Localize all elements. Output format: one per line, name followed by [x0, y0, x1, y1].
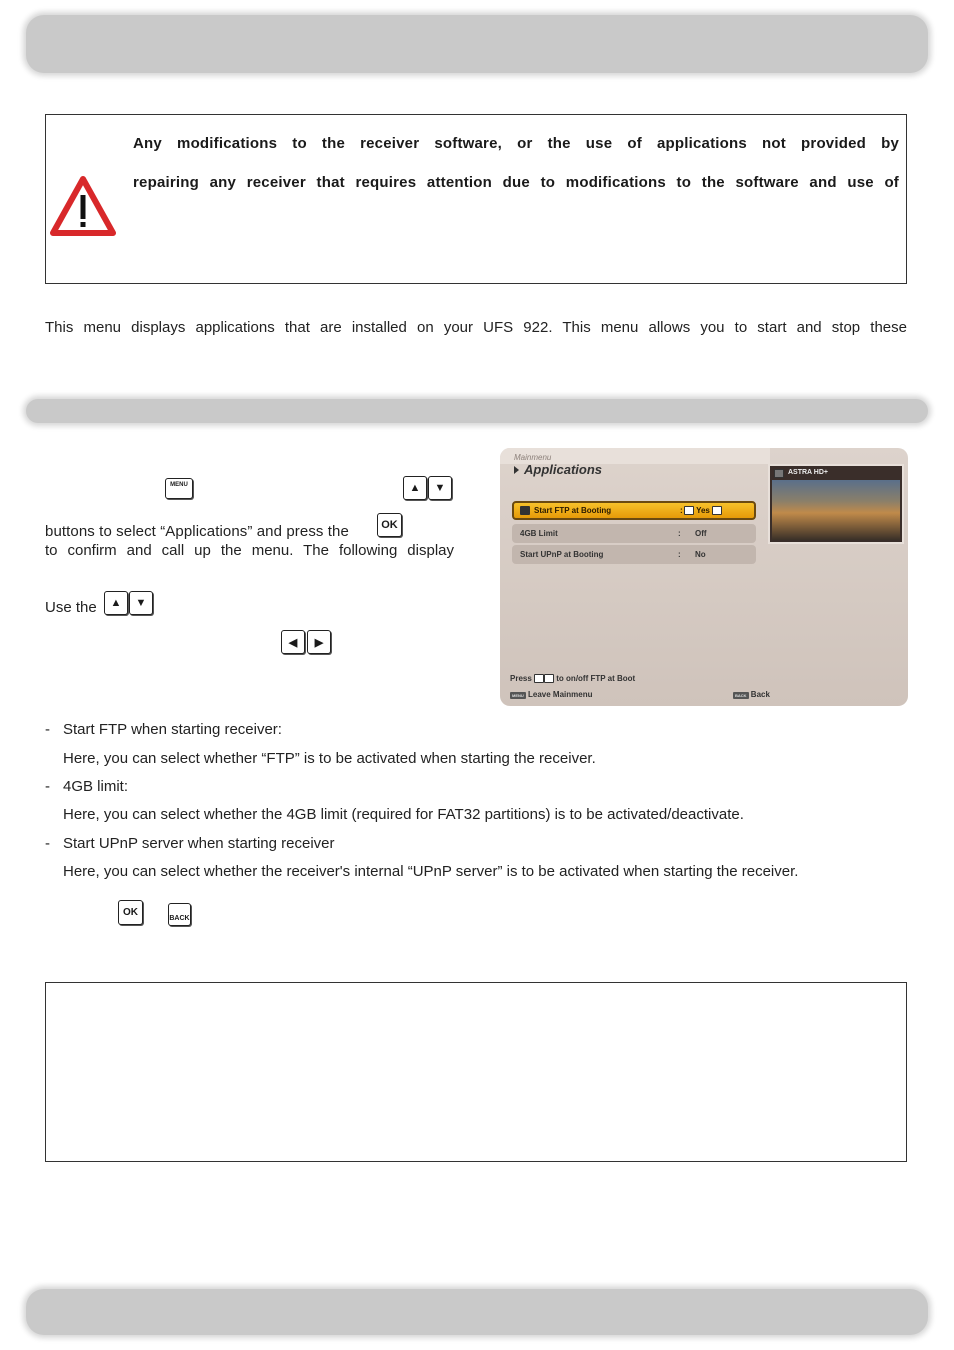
up-key-icon-2: ▲ — [104, 591, 128, 615]
back-key-mini: BACK — [735, 693, 747, 698]
menu-row-start-upnp[interactable] — [512, 545, 756, 564]
row-value: Off — [695, 529, 707, 538]
warning-line-2: repairing any receiver that requires attention due to modifications to the software and use of — [133, 174, 899, 191]
down-key-icon-2: ▼ — [129, 591, 153, 615]
down-key-icon: ▼ — [428, 476, 452, 500]
row-colon: : — [680, 506, 683, 515]
intro-text: This menu displays applications that are installed on your UFS 922. This menu allows you to start and stop these — [45, 319, 907, 336]
right-arrow-icon — [544, 674, 554, 683]
header-bar — [26, 15, 928, 73]
menu-row-start-ftp[interactable] — [512, 501, 756, 520]
right-arrow-icon — [712, 506, 722, 515]
ok-key-icon-2: OK — [118, 900, 143, 925]
warning-triangle-icon — [49, 175, 117, 237]
select-applications-text: buttons to select “Applications” and press the — [45, 523, 349, 540]
footer-bar — [26, 1289, 928, 1335]
ftp-icon — [520, 506, 530, 515]
menu-title: Applications — [524, 462, 603, 477]
channel-preview — [768, 464, 904, 544]
option-start-upnp-desc: Here, you can select whether the receiver's internal “UPnP server” is to be activated when starting the receiver. — [63, 863, 799, 880]
back-key-icon: BACK — [168, 903, 191, 926]
menu-key-mini: MENU — [512, 693, 524, 698]
ok-key-icon: OK — [377, 513, 402, 537]
channel-name: ASTRA HD+ — [788, 469, 828, 476]
warning-line-1: Any modifications to the receiver software, or the use of applications not provided by — [133, 135, 899, 152]
footer-back: BACK Back — [735, 690, 770, 699]
use-the-text: Use the — [45, 599, 97, 616]
option-4gb-limit-desc: Here, you can select whether the 4GB limit (required for FAT32 partitions) is to be activated/deactivate. — [63, 806, 744, 823]
row-colon: : — [678, 529, 681, 538]
up-key-icon: ▲ — [403, 476, 427, 500]
option-start-ftp-desc: Here, you can select whether “FTP” is to be activated when starting the receiver. — [63, 750, 596, 767]
row-colon: : — [678, 550, 681, 559]
left-arrow-icon — [534, 674, 544, 683]
row-value: Yes — [684, 506, 722, 515]
row-label: 4GB Limit — [520, 529, 558, 538]
menu-key-icon: MENU — [165, 478, 193, 499]
tv-icon — [774, 469, 784, 478]
left-arrow-icon — [684, 506, 694, 515]
row-label: Start FTP at Booting — [520, 506, 611, 515]
right-key-icon: ▶ — [307, 630, 331, 654]
footer-leave: MENU Leave Mainmenu — [512, 690, 593, 699]
row-value: No — [695, 550, 706, 559]
navigation-hint: Press to on/off FTP at Boot — [510, 674, 636, 683]
menu-row-4gb-limit[interactable] — [512, 524, 756, 543]
note-box — [45, 982, 907, 1162]
preview-image — [772, 480, 900, 540]
row-label: Start UPnP at Booting — [520, 550, 604, 559]
title-arrow-icon — [514, 466, 519, 474]
section-bar — [26, 399, 928, 423]
left-key-icon: ◀ — [281, 630, 305, 654]
applications-menu-screenshot — [500, 448, 908, 706]
menu-breadcrumb: Mainmenu — [514, 453, 552, 462]
confirm-text: to confirm and call up the menu. The following display — [45, 542, 454, 559]
